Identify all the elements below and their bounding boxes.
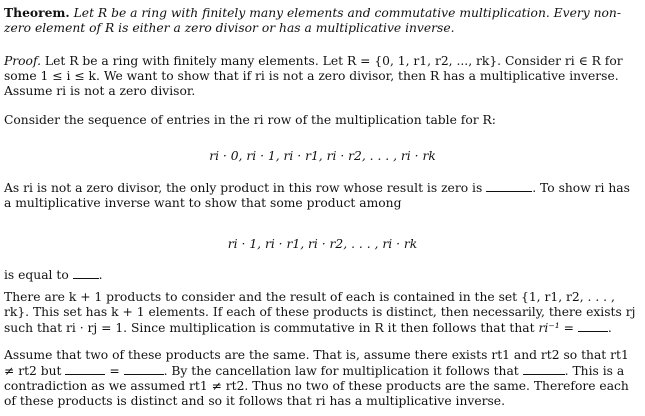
answer-blank-zero-product[interactable] (486, 180, 532, 192)
sequence-equation-1: ri · 0, ri · 1, ri · r1, ri · r2, . . . , ri · rk (209, 149, 436, 163)
proof-label: Proof. (4, 54, 41, 68)
equal-text: is equal to (4, 268, 69, 282)
proof-text: Let R be a ring with finitely many elements. Let R = {0, 1, r1, r2, ..., rk}. Consider ri ∈ R for some 1 ≤ i ≤ k. We want to show that if ri is not a zero divisor, then R has a multiplicative inverse. Assume ri is not a zero divisor. (4, 54, 623, 98)
sequence-equation-2: ri · 1, ri · r1, ri · r2, . . . , ri · rk (227, 237, 418, 251)
products-count-text: There are k + 1 products to consider and the result of each is contained in the set {1, r1, r2, . . . , rk}. This set has k + 1 elements. If each of these products is distinct, then necessarily, there exists rj such that ri · rj = 1. Since multiplication is commutative in R it then follows that that (4, 290, 636, 335)
theorem-statement: Let R be a ring with finitely many elements and commutative multiplication. Every non-zero element of R is either a zero divisor or has a multiplicative inverse. (4, 6, 622, 35)
contradiction-text-3: . This is a contradiction as we assumed rt1 ≠ rt2. Thus no two of these products are the same. Therefore each of these products is distinct and so it follows that ri has a multiplicative inverse. (4, 364, 629, 408)
theorem-block (4, 5, 636, 36)
equal-paragraph: is equal to . (4, 268, 103, 282)
zero-divisor-paragraph (4, 180, 636, 211)
theorem-label: Theorem. (4, 5, 70, 20)
contradiction-paragraph (4, 348, 636, 409)
answer-blank-cancellation-result[interactable] (523, 363, 565, 375)
answer-blank-equal-to[interactable] (73, 267, 99, 279)
inverse-expression: ri⁻¹ = (538, 321, 574, 335)
answer-blank-left-product[interactable] (65, 363, 105, 375)
zero-divisor-text-2: . To show ri has a multiplicative inverse want to show that some product among (4, 181, 630, 210)
products-count-paragraph: There are k + 1 products to consider and the result of each is contained in the set {1, r1, r2, . . . , rk}. This set has k + 1 elements. If each of these products is distinct, then necessarily, there exists rj such that ri · rj = 1. Since multiplication is commutative in R it then follows that that ri⁻¹ = . (4, 290, 636, 335)
proof-block (4, 54, 636, 99)
zero-divisor-text-1: As ri is not a zero divisor, the only product in this row whose result is zero is (4, 181, 483, 195)
consider-paragraph: Consider the sequence of entries in the ri row of the multiplication table for R: (4, 113, 496, 127)
answer-blank-right-product[interactable] (124, 363, 164, 375)
equals-sign: = (109, 364, 120, 378)
contradiction-text-1: Assume that two of these products are the same. That is, assume there exists rt1 and rt2 so that rt1 ≠ rt2 but (4, 348, 629, 378)
answer-blank-inverse[interactable] (578, 320, 608, 332)
contradiction-text-2: . By the cancellation law for multiplication it follows that (163, 364, 519, 378)
